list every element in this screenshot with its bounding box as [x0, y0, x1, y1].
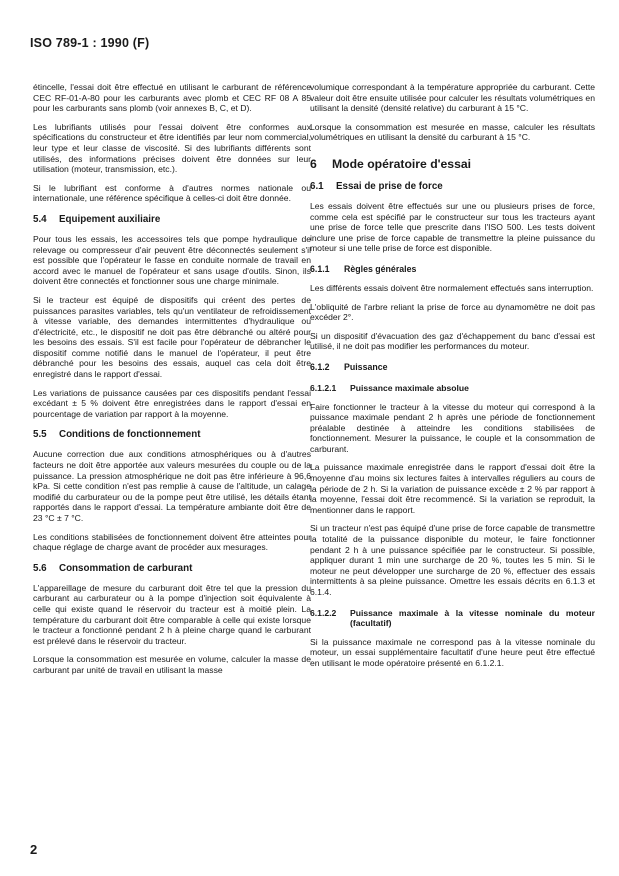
left-column: [33, 82, 311, 684]
document-header: ISO 789-1 : 1990 (F): [30, 36, 150, 50]
section-title: Puissance maximale à la vitesse nominale du moteur (facultatif): [350, 607, 595, 629]
paragraph: Pour tous les essais, les accessoires tels que pompe hydraulique de relevage ou compresseur d'air peuvent être déconnectés seulement s'il est possible que l'opérateur le fasse en conduite normale de travail en accord avec le manuel de l'opérateur et sans usage d'outils. Sinon, ils doivent être connectés et fonctionner sous une charge minimale.: [33, 233, 311, 287]
paragraph: L'obliquité de l'arbre reliant la prise de force au dynamomètre ne doit pas excéder 2°.: [310, 301, 595, 323]
paragraph: volumique correspondant à la température appropriée du carburant. Cette valeur doit être ensuite utilisée pour calculer les résultats volumétriques en utilisant la densité (densité relative) du carburant à 15 °C.: [310, 82, 595, 114]
paragraph: L'appareillage de mesure du carburant doit être tel que la pression du carburant au carburateur ou à la pompe d'injection soit équivalente à celle qui existe quand le réservoir du tracteur est à moitié plein. La température du carburant doit être comparable à celle qui existe lorsque le tracteur a fonctionné pendant 2 h à pleine charge quand le carburant est prélevé dans le réservoir du tracteur.: [33, 582, 311, 646]
paragraph: La puissance maximale enregistrée dans le rapport d'essai doit être la moyenne d'au moins six lectures faites à intervalles réguliers au cours de la période de 2 h. Si la variation de puissance excède ± 2 % par rapport à la moyenne, l'essai doit être recommencé. Si la variation se reproduit, la mentionner dans le rapport.: [310, 462, 595, 515]
paragraph: Les lubrifiants utilisés pour l'essai doivent être conformes aux spécifications du constructeur et être identifiés par leur nom commercial, leur type et leur classe de viscosité. Si des lubrifiants différents sont utilisés, des informations précises doivent être données sur leur utilisation (moteur, transmission, etc.).: [33, 121, 311, 175]
paragraph: Lorsque la consommation est mesurée en masse, calculer les résultats volumétriques en utilisant la densité du carburant à 15 °C.: [310, 121, 595, 143]
section-number: 6.1.2: [310, 361, 330, 372]
section-number: 6.1.2.1: [310, 382, 337, 393]
section-heading-6-1: [310, 181, 595, 193]
paragraph: Aucune correction due aux conditions atmosphériques ou à d'autres facteurs ne doit être apportée aux valeurs mesurées du couple ou de la puissance. La pression atmosphérique ne doit pas être inférieure à 96,6 kPa. Si cette condition n'est pas remplie à cause de l'altitude, un calage modifié du carburateur ou de la pompe peut être utilisé, les détails étant rapportés dans le rapport d'essai. La température ambiante doit être de 23 °C ± 7 °C.: [33, 449, 311, 523]
section-heading-6-1-2: [310, 362, 595, 373]
section-number: 6.1: [310, 180, 324, 192]
section-title: Essai de prise de force: [336, 180, 443, 192]
section-heading-5-4: [33, 214, 311, 226]
section-heading-6-1-1: [310, 264, 595, 275]
section-title: Equipement auxiliaire: [59, 213, 161, 225]
paragraph: Si le tracteur est équipé de dispositifs qui créent des pertes de puissances parasites variables, tels qu'un ventilateur de refroidissement à vitesse variable, des demandes intermittentes d'hydraulique ou d'électricité, etc., le dispositif ne doit pas être débranché ou altéré pour les besoins des essais. S'il est facile pour l'opérateur de débrancher le dispositif comme notifié dans le manuel de l'opérateur, il peut être débranché pour les besoins des essais, auquel cas cela doit être enregistré dans le rapport d'essai.: [33, 294, 311, 380]
paragraph: Les différents essais doivent être normalement effectués sans interruption.: [310, 282, 594, 293]
right-column: [310, 82, 595, 677]
section-title: Conditions de fonctionnement: [59, 429, 201, 441]
section-heading-5-6: [33, 563, 311, 575]
paragraph: Les conditions stabilisées de fonctionnement doivent être atteintes pour chaque réglage de charge avant de procéder aux mesurages.: [33, 531, 311, 553]
paragraph: Faire fonctionner le tracteur à la vitesse du moteur qui correspond à la puissance maximale pendant 2 h après une période de fonctionnement préalable destinée à atteindre les conditions stabilisées de fonctionnement. Mesurer la puissance, le couple et la consommation de carburant.: [310, 401, 595, 454]
paragraph: Si le lubrifiant est conforme à d'autres normes nationale ou internationale, une référence spécifique à celles-ci doit être donnée.: [33, 182, 311, 204]
section-number: 6.1.2.2: [310, 607, 337, 618]
section-heading-6: [310, 157, 595, 171]
paragraph: Si un tracteur n'est pas équipé d'une prise de force capable de transmettre la totalité de la puissance disponible du moteur, le faire fonctionner pendant 2 h à une puissance spécifiée par le constructeur. Si possible, appliquer durant 1 min une surcharge de 20 %, toutes les 5 min. Si le moteur ne peut développer une surcharge de 20 %, effectuer des essais intermittents à sa pleine puissance. Omettre les essais décrits en 6.1.3 et 6.1.4.: [310, 523, 595, 597]
section-heading-6-1-2-1: [310, 383, 595, 394]
section-number: 6: [310, 156, 317, 171]
section-number: 6.1.1: [310, 263, 330, 274]
section-number: 5.4: [33, 213, 47, 225]
section-title: Mode opératoire d'essai: [332, 156, 472, 171]
paragraph: Lorsque la consommation est mesurée en volume, calculer la masse de carburant par unité de travail en utilisant la masse: [33, 654, 311, 675]
section-title: Règles générales: [344, 263, 417, 274]
paragraph: étincelle, l'essai doit être effectué en utilisant le carburant de référence CEC RF-01-A-80 pour les carburants avec plomb et CEC RF 08 A 85 pour les carburants sans plomb (voir annexes B, C, et D).: [33, 82, 311, 114]
section-title: Consommation de carburant: [59, 562, 193, 574]
page-number: 2: [30, 842, 38, 857]
section-number: 5.5: [33, 429, 47, 441]
section-title: Puissance maximale absolue: [350, 382, 469, 393]
paragraph: Les essais doivent être effectués sur une ou plusieurs prises de force, comme cela est spécifié par le constructeur sur tous les tracteurs ayant une prise de force telle que prescrite dans l'ISO 500. Les tests doivent inclure une prise de force capable de transmettre la pleine puissance du moteur si une telle prise de force est disponible.: [310, 200, 595, 254]
section-number: 5.6: [33, 562, 47, 574]
paragraph: Les variations de puissance causées par ces dispositifs pendant l'essai excédant ± 5 % doivent être enregistrées dans le rapport d'essai en pourcentage de variation par rapport à la moyenne.: [33, 387, 311, 419]
paragraph: Si la puissance maximale ne correspond pas à la vitesse nominale du moteur, un essai supplémentaire facultatif d'une heure peut être effectué en utilisant le mode opératoire présenté en 6.1.2.1.: [310, 636, 595, 668]
paragraph: Si un dispositif d'évacuation des gaz d'échappement du banc d'essai est utilisé, il ne doit pas modifier les performances du moteur.: [310, 330, 595, 352]
section-title: Puissance: [344, 361, 388, 372]
section-heading-6-1-2-2: [310, 608, 595, 629]
section-heading-5-5: [33, 429, 311, 441]
